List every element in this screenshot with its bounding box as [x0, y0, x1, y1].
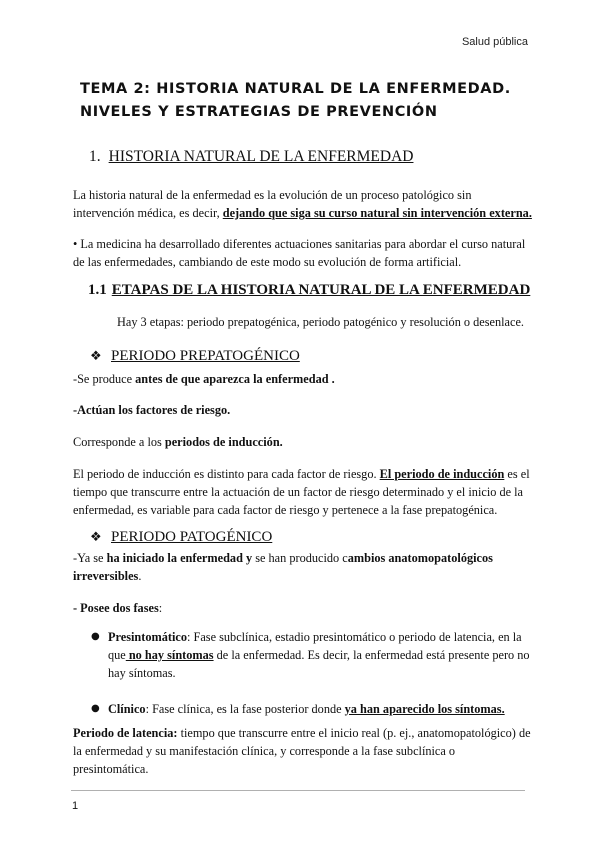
section-1-1-title: ETAPAS DE LA HISTORIA NATURAL DE LA ENFERMEDAD — [111, 282, 531, 298]
title-line-2: NIVELES Y ESTRATEGIAS DE PREVENCIÓN — [80, 104, 438, 120]
prepatogenico-title: PERIODO PREPATOGÉNICO — [111, 348, 300, 364]
section-1-paragraph-1 — [73, 186, 533, 222]
list-item: ● Clínico: Fase clínica, es la fase posterior donde ya han aparecido los síntomas. — [91, 702, 505, 716]
section-1-1-heading — [88, 282, 530, 299]
latencia-paragraph: Periodo de latencia: tiempo que transcurre entre el inicio real (p. ej., anatomopatológico) de la enfermedad y su manifestación clínica, y corresponde a la fase subclínica o presintomática. — [73, 726, 531, 776]
footer-divider — [71, 790, 525, 791]
header-subject: Salud pública — [461, 36, 528, 48]
bullet-dot-icon: ● — [91, 703, 100, 714]
section-1-title: HISTORIA NATURAL DE LA ENFERMEDAD — [108, 148, 414, 165]
prepatogenico-heading — [90, 348, 300, 365]
para1-text: La historia natural de la enfermedad es la evolución de un proceso patológico sin intervención médica, es decir, — [73, 188, 472, 220]
section-1-paragraph-2: • La medicina ha desarrollado diferentes actuaciones sanitarias para abordar el curso natural de las enfermedades, cambiando de este modo su evolución de forma artificial. — [73, 237, 526, 269]
bullet-dot-icon: ● — [91, 631, 100, 642]
prepatogenico-paragraph: El periodo de inducción es distinto para cada factor de riesgo. El periodo de inducción es el tiempo que transcurre entre la actuación de un factor de riesgo determinado y el inicio de la enfermedad, es variable para cada factor de riesgo y pertenece a la fase prepatogénica. — [73, 467, 530, 517]
para1-emphasis: dejando que siga su curso natural sin intervención externa. — [222, 206, 532, 220]
list-item: ● Presintomático: Fase subclínica, estadio presintomático o periodo de latencia, en la que no hay síntomas de la enfermedad. Es decir, la enfermedad está presente pero no hay síntomas. — [91, 630, 530, 680]
title-line-1: TEMA 2: HISTORIA NATURAL DE LA ENFERMEDAD. — [80, 81, 511, 97]
patogenico-title: PERIODO PATOGÉNICO — [111, 529, 273, 545]
diamond-icon: ❖ — [90, 530, 102, 545]
section-1-number: 1. — [89, 148, 101, 165]
patogenico-heading — [90, 529, 272, 546]
prepatogenico-line-2: -Actúan los factores de riesgo. — [73, 403, 231, 417]
patogenico-line-1: -Ya se ha iniciado la enfermedad y se han producido cambios anatomopatológicos irreversibles. — [73, 551, 493, 583]
section-1-1-number: 1.1 — [88, 282, 107, 298]
stages-intro: Hay 3 etapas: periodo prepatogénica, periodo patogénico y resolución o desenlace. — [117, 315, 525, 329]
section-1-heading — [89, 148, 413, 166]
prepatogenico-line-3: Corresponde a los periodos de inducción. — [73, 435, 283, 449]
diamond-icon: ❖ — [90, 349, 102, 364]
phases-list — [73, 628, 533, 718]
patogenico-fases: - Posee dos fases: — [73, 601, 163, 615]
page-title — [80, 78, 540, 124]
prepatogenico-line-1: -Se produce antes de que aparezca la enfermedad . — [73, 372, 335, 386]
page-number: 1 — [72, 800, 79, 812]
